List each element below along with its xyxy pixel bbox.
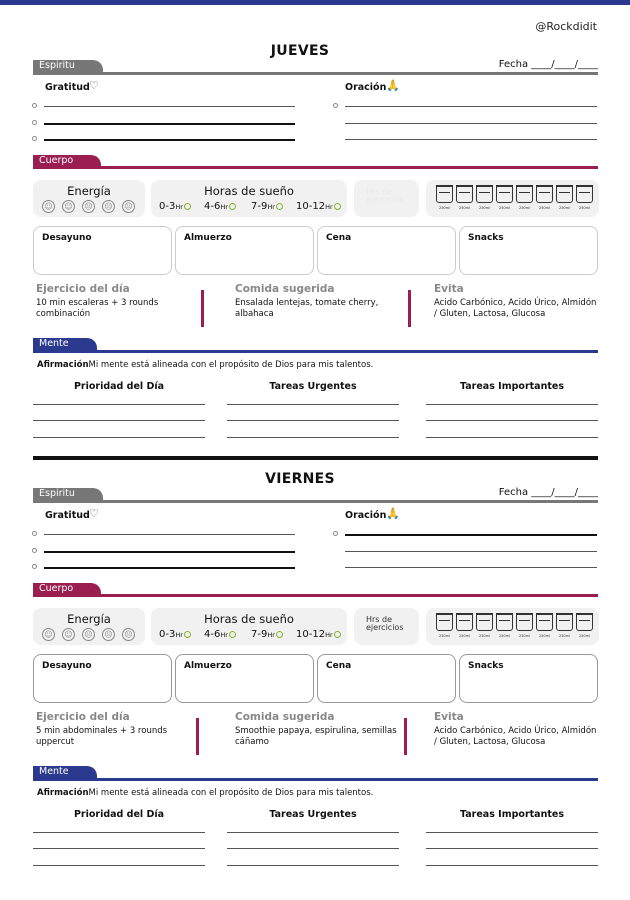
section-line-espiritu bbox=[33, 500, 598, 503]
meal-label-snacks: Snacks bbox=[468, 661, 504, 671]
task-write-line[interactable] bbox=[227, 437, 399, 438]
top-accent-bar bbox=[0, 0, 630, 5]
sleep-option[interactable] bbox=[159, 629, 191, 640]
water-cup-icon[interactable] bbox=[556, 185, 573, 203]
gratitud-bullet bbox=[32, 564, 37, 569]
sleep-option[interactable] bbox=[204, 201, 236, 212]
task-column-urgentes: Tareas Urgentes bbox=[269, 809, 357, 820]
sleep-radio-icon[interactable] bbox=[229, 203, 236, 210]
exercise-hours-box bbox=[354, 180, 419, 217]
cup-label: 250ml bbox=[558, 634, 571, 638]
task-column-urgentes: Tareas Urgentes bbox=[269, 381, 357, 392]
cup-label: 250ml bbox=[498, 206, 511, 210]
task-write-line[interactable] bbox=[33, 420, 205, 421]
comida-title: Comida sugerida bbox=[235, 711, 335, 723]
gratitud-bullet bbox=[32, 103, 37, 108]
task-write-line[interactable] bbox=[426, 865, 598, 866]
task-write-line[interactable] bbox=[227, 832, 399, 833]
task-column-importantes: Tareas Importantes bbox=[460, 381, 564, 392]
meal-label-desayuno: Desayuno bbox=[42, 661, 92, 671]
task-column-prioridad: Prioridad del Día bbox=[73, 381, 165, 392]
cup-label: 250ml bbox=[558, 206, 571, 210]
oracion-label: Oración bbox=[345, 82, 387, 93]
evita-text: Acido Carbónico, Acido Úrico, Almidón / Gluten, Lactosa, Glucosa bbox=[434, 298, 597, 319]
sleep-option-unit: Hr bbox=[175, 203, 183, 211]
comida-title: Comida sugerida bbox=[235, 283, 335, 295]
meal-label-desayuno: Desayuno bbox=[42, 233, 92, 243]
afirmacion-text: Mi mente está alineada con el propósito de Dios para mis talentos. bbox=[88, 360, 374, 370]
task-write-line[interactable] bbox=[426, 832, 598, 833]
evita-title: Evita bbox=[434, 283, 464, 295]
cup-label: 250ml bbox=[498, 634, 511, 638]
water-cup-icon[interactable] bbox=[456, 185, 473, 203]
sleep-option-unit: Hr bbox=[220, 631, 228, 639]
gratitud-bullet bbox=[32, 136, 37, 141]
afirmacion bbox=[37, 360, 373, 370]
afirmacion-label: Afirmación bbox=[37, 788, 89, 798]
cup-label: 250ml bbox=[478, 634, 491, 638]
water-box bbox=[426, 180, 599, 217]
meal-label-almuerzo: Almuerzo bbox=[184, 233, 232, 243]
gratitud-write-line[interactable] bbox=[44, 139, 295, 141]
water-cup-icon[interactable] bbox=[536, 185, 553, 203]
sleep-radio-icon[interactable] bbox=[184, 203, 191, 210]
sleep-option-value: 7-9 bbox=[251, 629, 268, 640]
column-divider bbox=[196, 718, 199, 755]
water-cup-icon[interactable] bbox=[516, 185, 533, 203]
sleep-option-value: 4-6 bbox=[204, 629, 221, 640]
sleep-option[interactable] bbox=[296, 201, 341, 212]
water-box bbox=[426, 608, 599, 645]
energia-title: Energía bbox=[67, 612, 111, 626]
sleep-option-unit: Hr bbox=[220, 203, 228, 211]
water-cup-icon[interactable] bbox=[436, 613, 453, 631]
exercise-hours-label: Hrs de ejercicios bbox=[366, 187, 404, 204]
section-tab-cuerpo: Cuerpo bbox=[33, 583, 101, 595]
water-cup-icon[interactable] bbox=[576, 613, 593, 631]
section-line-mente bbox=[33, 778, 598, 781]
section-tab-mente: Mente bbox=[33, 766, 97, 778]
water-cup-icon[interactable] bbox=[476, 185, 493, 203]
sleep-title: Horas de sueño bbox=[204, 184, 294, 198]
oracion-bullet bbox=[333, 103, 338, 108]
evita-title: Evita bbox=[434, 711, 464, 723]
task-write-line[interactable] bbox=[33, 437, 205, 438]
mood-face-icon[interactable]: ☺ bbox=[42, 628, 55, 641]
water-cup-icon[interactable] bbox=[496, 613, 513, 631]
section-tab-cuerpo: Cuerpo bbox=[33, 155, 101, 167]
hand-heart-icon: ♡ bbox=[89, 507, 99, 520]
meal-box-almuerzo[interactable] bbox=[175, 654, 314, 703]
mood-face-icon[interactable]: ☹ bbox=[82, 628, 95, 641]
task-write-line[interactable] bbox=[426, 420, 598, 421]
task-column-importantes: Tareas Importantes bbox=[460, 809, 564, 820]
task-write-line[interactable] bbox=[426, 848, 598, 849]
day-divider bbox=[33, 456, 598, 460]
task-column-prioridad: Prioridad del Día bbox=[73, 809, 165, 820]
mood-face-icon[interactable]: ☺ bbox=[62, 628, 75, 641]
praying-hands-icon: 🙏 bbox=[386, 507, 400, 520]
mood-face-icon[interactable]: ☹ bbox=[102, 200, 115, 213]
meal-label-cena: Cena bbox=[326, 661, 352, 671]
section-line-mente bbox=[33, 350, 598, 353]
meal-box-cena[interactable] bbox=[317, 654, 456, 703]
meal-label-cena: Cena bbox=[326, 233, 352, 243]
oracion-label: Oración bbox=[345, 510, 387, 521]
mood-face-icon[interactable]: ☺ bbox=[62, 200, 75, 213]
gratitud-write-line[interactable] bbox=[44, 123, 295, 125]
sleep-option-unit: Hr bbox=[325, 631, 333, 639]
meal-label-snacks: Snacks bbox=[468, 233, 504, 243]
gratitud-bullet bbox=[32, 548, 37, 553]
sleep-option[interactable] bbox=[204, 629, 236, 640]
meal-box-almuerzo[interactable] bbox=[175, 226, 314, 275]
water-cup-icon[interactable] bbox=[476, 613, 493, 631]
oracion-write-line[interactable] bbox=[345, 534, 597, 536]
column-divider bbox=[408, 290, 411, 327]
cup-label: 250ml bbox=[578, 634, 591, 638]
task-write-line[interactable] bbox=[227, 848, 399, 849]
oracion-write-line[interactable] bbox=[345, 106, 597, 107]
cup-label: 250ml bbox=[458, 206, 471, 210]
energia-title: Energía bbox=[67, 184, 111, 198]
sleep-option[interactable] bbox=[251, 201, 283, 212]
sleep-radio-icon[interactable] bbox=[334, 203, 341, 210]
day-title: VIERNES bbox=[265, 471, 335, 487]
section-line-cuerpo bbox=[33, 166, 598, 169]
sleep-option-value: 10-12 bbox=[296, 629, 326, 640]
section-tab-mente: Mente bbox=[33, 338, 97, 350]
afirmacion-label: Afirmación bbox=[37, 360, 89, 370]
sleep-radio-icon[interactable] bbox=[184, 631, 191, 638]
oracion-write-line[interactable] bbox=[345, 139, 597, 140]
sleep-radio-icon[interactable] bbox=[229, 631, 236, 638]
mood-face-icon[interactable]: ☹ bbox=[82, 200, 95, 213]
cup-label: 250ml bbox=[578, 206, 591, 210]
water-cup-icon[interactable] bbox=[536, 613, 553, 631]
afirmacion bbox=[37, 788, 373, 798]
energia-box bbox=[33, 180, 145, 217]
oracion-bullet bbox=[333, 531, 338, 536]
mood-face-icon[interactable]: ☹ bbox=[102, 628, 115, 641]
sleep-option[interactable] bbox=[251, 629, 283, 640]
ejercicio-text: 5 min abdominales + 3 rounds uppercut bbox=[36, 726, 168, 747]
hand-heart-icon: ♡ bbox=[89, 79, 99, 92]
comida-text: Ensalada lentejas, tomate cherry, albahaca bbox=[235, 298, 379, 319]
gratitud-write-line[interactable] bbox=[44, 551, 295, 553]
column-divider bbox=[201, 290, 204, 327]
oracion-write-line[interactable] bbox=[345, 567, 597, 568]
mood-face-icon[interactable]: ☹ bbox=[122, 200, 135, 213]
gratitud-bullet bbox=[32, 120, 37, 125]
date-field[interactable]: Fecha ____/____/____ bbox=[498, 487, 598, 498]
water-cup-icon[interactable] bbox=[456, 613, 473, 631]
exercise-hours-label: Hrs de ejercicios bbox=[366, 615, 404, 632]
meal-box-cena[interactable] bbox=[317, 226, 456, 275]
day-title: JUEVES bbox=[270, 43, 330, 59]
sleep-option-unit: Hr bbox=[267, 203, 275, 211]
cup-label: 250ml bbox=[458, 634, 471, 638]
sleep-option[interactable] bbox=[296, 629, 341, 640]
sleep-box bbox=[151, 608, 347, 645]
sleep-radio-icon[interactable] bbox=[276, 203, 283, 210]
water-cup-icon[interactable] bbox=[436, 185, 453, 203]
praying-hands-icon: 🙏 bbox=[386, 79, 400, 92]
gratitud-label: Gratitud bbox=[45, 82, 90, 93]
task-write-line[interactable] bbox=[426, 437, 598, 438]
water-cup-icon[interactable] bbox=[576, 185, 593, 203]
water-cup-icon[interactable] bbox=[496, 185, 513, 203]
sleep-option-value: 10-12 bbox=[296, 201, 326, 212]
sleep-box bbox=[151, 180, 347, 217]
sleep-option-unit: Hr bbox=[325, 203, 333, 211]
task-write-line[interactable] bbox=[426, 404, 598, 405]
task-write-line[interactable] bbox=[227, 404, 399, 405]
water-cup-icon[interactable] bbox=[516, 613, 533, 631]
sleep-option-value: 4-6 bbox=[204, 201, 221, 212]
section-line-cuerpo bbox=[33, 594, 598, 597]
gratitud-label: Gratitud bbox=[45, 510, 90, 521]
sleep-option-unit: Hr bbox=[267, 631, 275, 639]
ejercicio-title: Ejercicio del día bbox=[36, 283, 130, 295]
task-write-line[interactable] bbox=[33, 832, 205, 833]
gratitud-bullet bbox=[32, 531, 37, 536]
cup-label: 250ml bbox=[478, 206, 491, 210]
meal-label-almuerzo: Almuerzo bbox=[184, 661, 232, 671]
column-divider bbox=[404, 718, 407, 755]
section-tab-espiritu: Espiritu bbox=[33, 488, 103, 500]
ejercicio-title: Ejercicio del día bbox=[36, 711, 130, 723]
task-write-line[interactable] bbox=[33, 848, 205, 849]
oracion-write-line[interactable] bbox=[345, 123, 597, 124]
task-write-line[interactable] bbox=[33, 404, 205, 405]
sleep-option-value: 0-3 bbox=[159, 201, 176, 212]
afirmacion-text: Mi mente está alineada con el propósito de Dios para mis talentos. bbox=[88, 788, 374, 798]
gratitud-write-line[interactable] bbox=[44, 567, 295, 569]
comida-text: Smoothie papaya, espirulina, semillas cáñamo bbox=[235, 726, 397, 747]
sleep-option-value: 0-3 bbox=[159, 629, 176, 640]
section-line-espiritu bbox=[33, 72, 598, 75]
sleep-title: Horas de sueño bbox=[204, 612, 294, 626]
task-write-line[interactable] bbox=[33, 865, 205, 866]
author-handle: @Rockdidit bbox=[535, 20, 597, 33]
cup-label: 250ml bbox=[438, 634, 451, 638]
evita-text: Acido Carbónico, Acido Úrico, Almidón / Gluten, Lactosa, Glucosa bbox=[434, 726, 597, 747]
sleep-option-value: 7-9 bbox=[251, 201, 268, 212]
mood-face-icon[interactable]: ☺ bbox=[42, 200, 55, 213]
mood-face-icon[interactable]: ☹ bbox=[122, 628, 135, 641]
sleep-radio-icon[interactable] bbox=[276, 631, 283, 638]
sleep-option-unit: Hr bbox=[175, 631, 183, 639]
gratitud-write-line[interactable] bbox=[44, 534, 295, 535]
task-write-line[interactable] bbox=[227, 420, 399, 421]
sleep-radio-icon[interactable] bbox=[334, 631, 341, 638]
date-field[interactable]: Fecha ____/____/____ bbox=[498, 59, 598, 70]
meal-box-desayuno[interactable] bbox=[33, 226, 172, 275]
cup-label: 250ml bbox=[518, 206, 531, 210]
section-tab-espiritu: Espiritu bbox=[33, 60, 103, 72]
energia-box bbox=[33, 608, 145, 645]
cup-label: 250ml bbox=[538, 206, 551, 210]
task-write-line[interactable] bbox=[227, 865, 399, 866]
gratitud-write-line[interactable] bbox=[44, 106, 295, 107]
meal-box-snacks[interactable] bbox=[459, 654, 598, 703]
water-cup-icon[interactable] bbox=[556, 613, 573, 631]
cup-label: 250ml bbox=[538, 634, 551, 638]
oracion-write-line[interactable] bbox=[345, 551, 597, 552]
exercise-hours-box bbox=[354, 608, 419, 645]
ejercicio-text: 10 min escaleras + 3 rounds combinación bbox=[36, 298, 159, 319]
meal-box-snacks[interactable] bbox=[459, 226, 598, 275]
sleep-option[interactable] bbox=[159, 201, 191, 212]
meal-box-desayuno[interactable] bbox=[33, 654, 172, 703]
cup-label: 250ml bbox=[518, 634, 531, 638]
cup-label: 250ml bbox=[438, 206, 451, 210]
